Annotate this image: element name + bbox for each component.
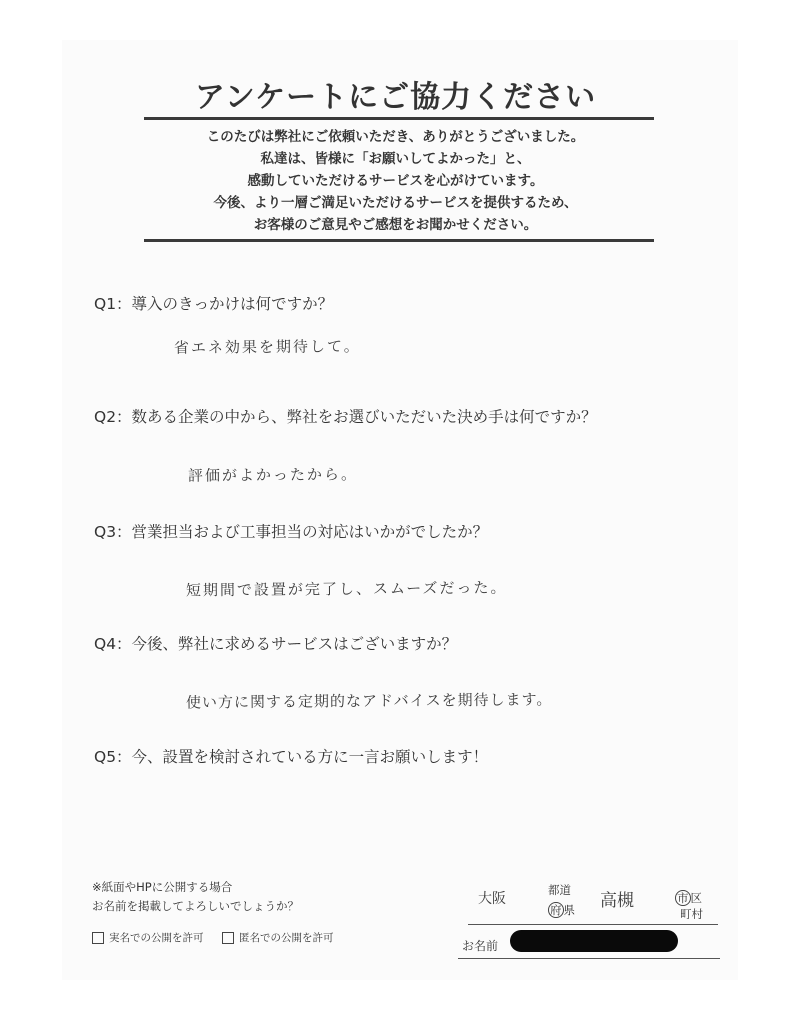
checkbox-icon[interactable] (222, 932, 234, 944)
publish-note-line: ※紙面やHPに公開する場合 (92, 880, 233, 894)
city-label-shi: 市 (677, 891, 689, 905)
question-5: Q5：今、設置を検討されている方に一言お願いします！ (94, 748, 489, 766)
pref-label-bottom (548, 902, 575, 918)
option-label: 匿名での公開を許可 (239, 932, 334, 944)
city-label-top (675, 890, 702, 906)
city-label-bottom: 町村 (680, 907, 703, 921)
page-title: アンケートにご協力ください (194, 80, 597, 115)
intro-line: このたびは弊社にご依頼いただき、ありがとうございました。 (206, 129, 585, 145)
question-4: Q4：今後、弊社に求めるサービスはございますか？ (94, 635, 458, 653)
answer-4: 使い方に関する定期的なアドバイスを期待します。 (185, 690, 553, 712)
redacted-name (510, 930, 678, 952)
city-label-ku: 区 (690, 891, 702, 905)
name-label: お名前 (462, 939, 499, 953)
address-underline (468, 924, 718, 925)
intro-line: 感動していただけるサービスを心がけています。 (247, 173, 544, 189)
city-value: 高槻 (600, 891, 634, 911)
intro-line: 今後、より一層ご満足いただけるサービスを提供するため、 (213, 195, 578, 211)
publish-note (92, 878, 299, 916)
checkbox-icon[interactable] (92, 932, 104, 944)
option-real-name[interactable] (92, 930, 204, 945)
answer-1: 省エネ効果を期待して。 (173, 337, 361, 357)
pref-label-fu: 府 (550, 903, 562, 917)
publish-note-line: お名前を掲載してよろしいでしょうか？ (92, 899, 299, 913)
answer-2: 評価がよかったから。 (187, 465, 359, 485)
prefecture-value: 大阪 (478, 891, 506, 907)
bottom-divider (144, 239, 654, 242)
intro-text (0, 126, 791, 236)
option-label: 実名での公開を許可 (109, 932, 204, 944)
question-2: Q2：数ある企業の中から、弊社をお選びいただいた決め手は何ですか？ (94, 408, 597, 426)
option-anonymous[interactable] (222, 930, 334, 945)
answer-3: 短期間で設置が完了し、スムーズだった。 (185, 578, 508, 600)
name-underline (458, 958, 720, 959)
question-1: Q1：導入のきっかけは何ですか？ (94, 295, 334, 313)
pref-label-ken: 県 (563, 903, 575, 917)
intro-line: 私達は、皆様に「お願いしてよかった」と、 (260, 151, 531, 167)
intro-line: お客様のご意見やご感想をお聞かせください。 (253, 217, 538, 233)
question-3: Q3：営業担当および工事担当の対応はいかがでしたか？ (94, 523, 489, 541)
top-divider (144, 117, 654, 120)
pref-label-top: 都道 (548, 883, 571, 897)
